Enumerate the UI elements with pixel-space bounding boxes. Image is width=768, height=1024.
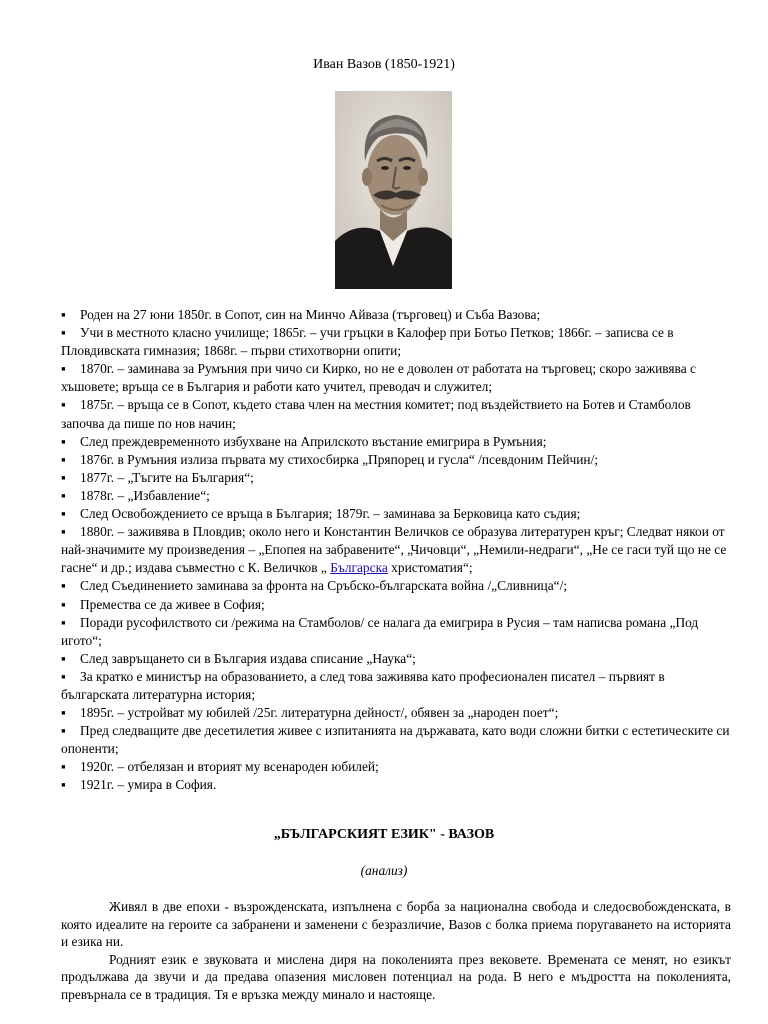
analysis-paragraph: Родният език е звуковата и мислена диря на поколенията през вековете. Времената се менят, но езикът продължава да звучи и да предава опазения мисловен потенциал на рода. В него е мъдростта на поколенията, превърнала се в традиция. Тя е връзка между минало и настояще. (61, 951, 731, 1002)
bio-item-text: След Съединението заминава за фронта на Сръбско-българската война /„Сливница“/; (80, 578, 568, 594)
bullet-icon: ▪ (61, 506, 66, 522)
bio-item-text: 1870г. – заминава за Румъния при чичо си Кирко, но не е доволен от работата на търговец; скоро заживява с хъшовете; връща се в България и работи като учител, преводач и служител; (61, 361, 696, 395)
bio-list-item (61, 306, 731, 324)
portrait-image (335, 91, 452, 289)
bio-list-item (61, 324, 731, 360)
section-title: „БЪЛГАРСКИЯТ ЕЗИК" - ВАЗОВ (273, 827, 495, 842)
bio-item-text: След Освобождението се връща в България; 1879г. – заминава за Берковица като съдия; (80, 506, 581, 522)
bio-list-item (61, 722, 731, 758)
bio-item-text: Учи в местното класно училище; 1865г. – учи гръцки в Калофер при Ботьо Петков; 1866г. – записва се в Пловдивската гимназия; 1868г. – първи стихотворни опити; (61, 325, 674, 359)
bullet-icon: ▪ (61, 668, 66, 684)
bio-list-item (61, 650, 731, 668)
bio-item-text: 1895г. – устройват му юбилей /25г. литературна дейност/, обявен за „народен поет“; (80, 705, 559, 721)
bullet-icon: ▪ (61, 596, 66, 612)
bio-list-item (61, 596, 731, 614)
bio-item-text: Поради русофилството си /режима на Стамболов/ се налага да емигрира в Русия – там написва романа „Под игото“; (61, 614, 699, 648)
bio-item-text: След завръщането си в България издава списание „Наука“; (80, 650, 416, 666)
bio-list-item (61, 451, 731, 469)
bullet-icon: ▪ (61, 361, 66, 377)
bio-list-item (61, 577, 731, 595)
bio-list-item (61, 433, 731, 451)
bullet-icon: ▪ (61, 487, 66, 503)
bullet-icon: ▪ (61, 759, 66, 775)
bullet-icon: ▪ (61, 451, 66, 467)
bullet-icon: ▪ (61, 777, 66, 793)
bullet-icon: ▪ (61, 705, 66, 721)
bio-list-item (61, 396, 731, 432)
biography-list (61, 306, 731, 795)
document-title: Иван Вазов (1850-1921) (313, 57, 455, 72)
bio-list-item (61, 523, 731, 577)
bullet-icon: ▪ (61, 325, 66, 341)
bio-list-item (61, 469, 731, 487)
bio-item-text: 1877г. – „Тъгите на България“; (80, 469, 254, 485)
bullet-icon: ▪ (61, 433, 66, 449)
bullet-icon: ▪ (61, 524, 66, 540)
bullet-icon: ▪ (61, 397, 66, 413)
bio-item-text: 1920г. – отбелязан и вторият му всенароден юбилей; (80, 759, 379, 775)
bio-item-text: След преждевременното избухване на Априлското въстание емигрира в Румъния; (80, 433, 547, 449)
bullet-icon: ▪ (61, 723, 66, 739)
analysis-text (61, 898, 731, 1004)
bio-item-text: 1875г. – връща се в Сопот, където става член на местния комитет; под въздействието на Ботев и Стамболов започва да пише по нов начин; (61, 397, 691, 431)
bio-list-item (61, 505, 731, 523)
bio-item-text: 1878г. – „Избавление“; (80, 487, 210, 503)
bio-item-text: Премества се да живее в София; (80, 596, 265, 612)
bio-list-item (61, 614, 731, 650)
bullet-icon: ▪ (61, 578, 66, 594)
bullet-icon: ▪ (61, 614, 66, 630)
bulgarian-chrestomathy-link[interactable]: Българска (330, 560, 388, 576)
bio-item-text: За кратко е министър на образованието, а след това заживява като професионален писател – първият в българската литературна история; (61, 668, 665, 702)
bullet-icon: ▪ (61, 307, 66, 322)
bio-list-item (61, 704, 731, 722)
bio-list-item (61, 668, 731, 704)
bio-item-text: 1876г. в Румъния излиза първата му стихосбирка „Пряпорец и гусла“ /псевдоним Пейчин/; (80, 451, 599, 467)
bio-item-text: Пред следващите две десетилетия живее с изпитанията на държавата, като води сложни битки с естетическите си опоненти; (61, 723, 730, 757)
bio-list-item (61, 758, 731, 776)
bio-list-item (61, 776, 731, 794)
bio-list-item (61, 487, 731, 505)
bio-item-text: Роден на 27 юни 1850г. в Сопот, син на Минчо Айваза (търговец) и Съба Вазова; (80, 307, 541, 322)
bio-item-text: 1921г. – умира в София. (80, 777, 217, 793)
bio-list-item (61, 360, 731, 396)
bullet-icon: ▪ (61, 650, 66, 666)
analysis-paragraph: Живял в две епохи - възрожденската, изпълнена с борба за национална свобода и следосвобожденската, в която идеалите на героите са забранени и заменени с безразличие, Вазов с болка приема поругаването на историята и езика ни. (61, 899, 731, 950)
bio-item-text-continued: христоматия“; (387, 560, 473, 576)
portrait-photo-icon (335, 91, 452, 289)
section-subtitle: (анализ) (360, 863, 408, 878)
bullet-icon: ▪ (61, 469, 66, 485)
bio-item-text: 1880г. – заживява в Пловдив; около него и Константин Величков се образува литературен кръг; Следват някои от най-значимите му произведения – „Епопея на забравените“, „Чичовци“, „Немили-недраги“, „Не се гаси туй що не се гасне“ и др.; издава съвместно с К. Величков „ (61, 524, 727, 576)
